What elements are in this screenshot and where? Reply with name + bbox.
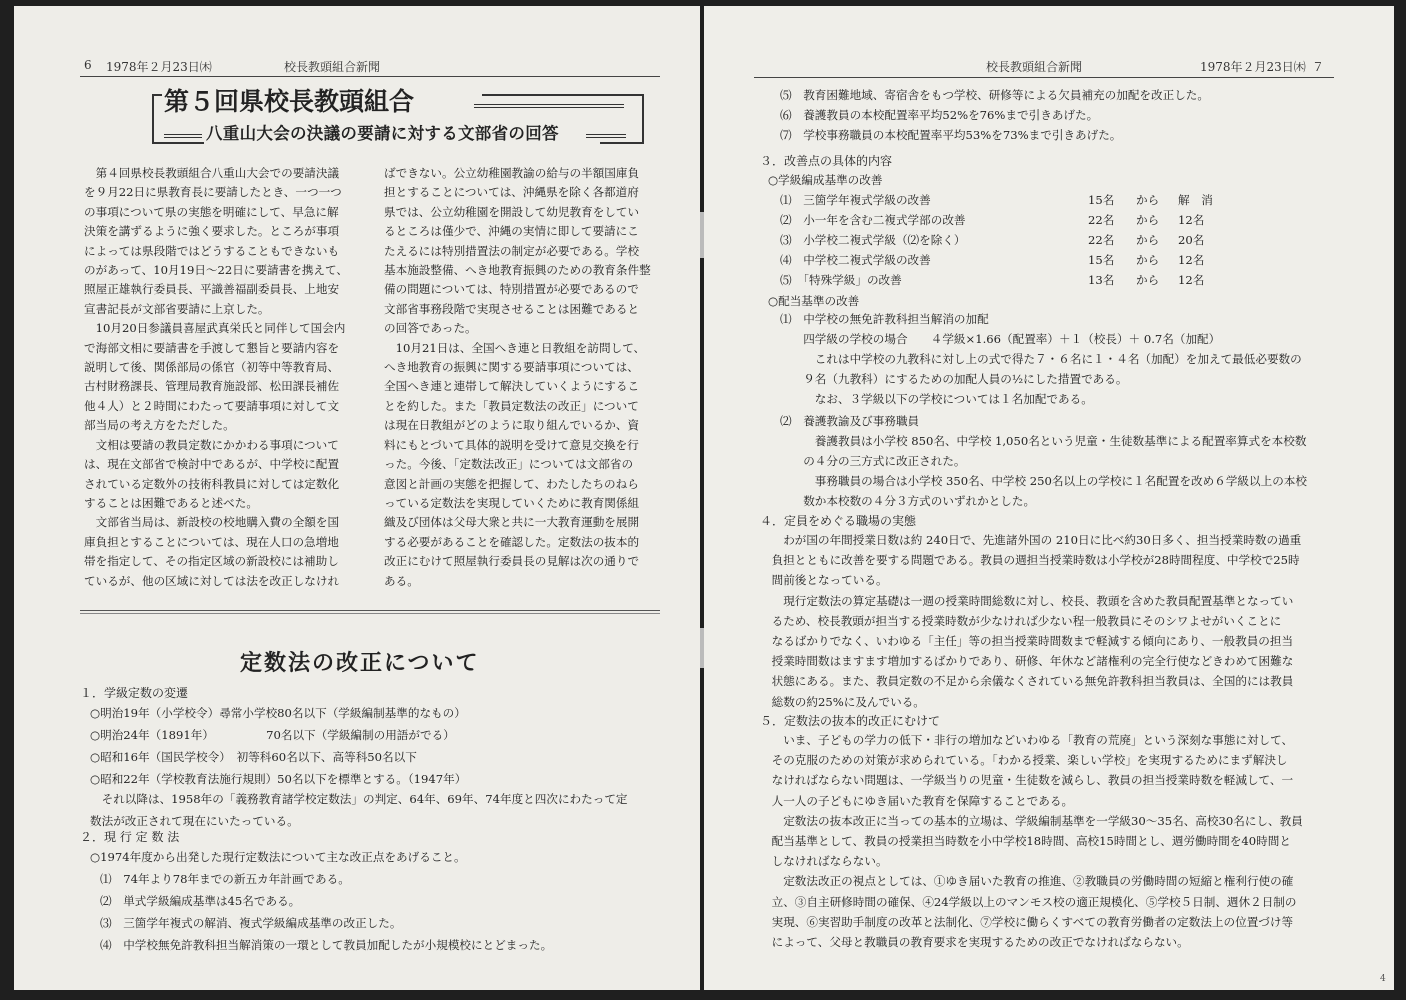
- table-cell-to: 20名: [1178, 233, 1205, 247]
- article-line: のがあって、10月19日～22日に要請書を携えて、: [84, 263, 348, 278]
- article-line: 文部省事務段階で実現させることは困難であると: [384, 301, 640, 316]
- list-item: ⑹ 養護教員の本校配置率平均52%を76%まで引きあげた。: [780, 108, 1099, 122]
- paragraph-line: 負担とともに改善を要する問題である。教員の週担当授業時数は小学校が28時間程度、中学校で25時: [760, 553, 1300, 568]
- paper-name-right: 校長教頭組合新聞: [986, 60, 1083, 74]
- table-row: [780, 252, 1220, 272]
- staple-bottom: [700, 628, 704, 668]
- article-line: へき地教育の振興に関する要請事項については、: [384, 360, 639, 375]
- allocation-item-1: [780, 309, 1302, 409]
- article-line: することは困難であると述べた。: [84, 495, 258, 510]
- section-2-list: [100, 868, 552, 956]
- paragraph-line: なければならない問題は、一学級当りの児童・生徒数を減らし、教員の担当授業時数を軽減して、一: [760, 773, 1294, 788]
- article-line: 庫負担とすることについては、現在人口の急増地: [84, 534, 339, 549]
- article-line: の回答であった。: [384, 321, 477, 336]
- table-row: [780, 192, 1220, 212]
- paragraph-line: 総数の約25%に及んでいる。: [760, 694, 925, 709]
- class-standard-table: [780, 192, 1220, 292]
- article-line: は現在日教組がどのように取り組んでいるか、資: [384, 418, 640, 433]
- section-1-list: [90, 702, 466, 790]
- list-item: ○昭和16年（国民学校令） 初等科60名以下、高等科50名以下: [90, 750, 417, 764]
- article-line: とを約した。また「教員定数法の改正」について: [384, 398, 639, 413]
- table-cell-label: ⑴ 三箇学年複式学級の改善: [780, 193, 931, 207]
- table-cell-kara: から: [1136, 253, 1160, 267]
- article-line: 備の問題については、特別措置が必要であるので: [384, 282, 639, 297]
- article-line: は、現在文部省で検討中であるが、中学校に配置: [84, 457, 340, 472]
- paragraph-line: いま、子どもの学力の低下・非行の増加などいわゆる「教育の荒廃」という深刻な事態に対して、: [760, 733, 1294, 747]
- paragraph-line: 授業時間数はますます増加するばかりであり、研修、年休など諸権利の完全行使などきわめて困難な: [760, 654, 1294, 669]
- article-line: 文部省当局は、新設校の校地購入費の全額を国: [84, 515, 340, 530]
- paragraph-line: 定数法の抜本改正に当っての基本的立場は、学級編制基準を一学級30～35名、高校30名にし、教員: [760, 813, 1303, 828]
- paragraph-line: 実現、⑥実習助手制度の改革と法制化、⑦学校に働らくすべての教育労働者の定数法上の位置づけ等: [760, 914, 1294, 929]
- note-line: 数法が改正されて現在にいたっている。: [90, 814, 299, 828]
- items-5-to-7: [780, 85, 1209, 145]
- paragraph-line: 間前後となっている。: [760, 573, 888, 588]
- class-standard-subheading: ○学級編成基準の改善: [768, 173, 883, 187]
- paragraph-line: によって、父母と教職員の教育要求を実現するための改正でなければならない。: [760, 935, 1189, 950]
- article-line: 部当局の考え方をただした。: [84, 418, 235, 433]
- paragraph-line: これは中学校の九教科に対し上の式で得た７・６名に１・４名（加配）を加えて最低必要数の: [780, 352, 1302, 366]
- article-line: った。今後、「定数法改正」については文部省の: [384, 457, 634, 472]
- allocation-item-2: [780, 411, 1307, 511]
- paragraph-line: ９名（九教科）にするための加配人員の½にした措置である。: [780, 372, 1128, 386]
- article-line: 担とすることについては、沖縄県を除く各都道府: [384, 185, 639, 200]
- paragraph-line: しなければならない。: [760, 854, 888, 869]
- article-line: を９月22日に県教育長に要請したとき、一つ一つ: [84, 185, 342, 200]
- article-line: 料にもとづいて具体的説明を受けて意見交換を行: [384, 437, 639, 452]
- table-cell-from: 22名: [1088, 233, 1115, 247]
- paragraph-line: るため、校長教頭が担当する授業時数が少なければ少ない程一般教員にそのシワよせがいくことに: [760, 613, 1282, 628]
- article-line: 決策を講ずるように強く要求した。ところが事項: [84, 224, 340, 239]
- table-cell-label: ⑵ 小一年を含む二複式学部の改善: [780, 213, 966, 227]
- paragraph-line: なお、３学級以下の学校については１名加配である。: [780, 392, 1093, 406]
- article-line: の事項について県の実態を明確にして、早急に解: [84, 204, 339, 219]
- section-2-intro: ○1974年度から出発した現行定数法について主な改正点をあげること。: [90, 850, 466, 864]
- article-line: する必要があることを確認した。定数法の抜本的: [384, 534, 640, 549]
- issue-date-right: 1978年２月23日㈭: [1200, 60, 1306, 74]
- headline: 第５回県校長教頭組合: [164, 87, 415, 116]
- article-line: るところは僅少で、沖縄の実情に即して要請にこ: [384, 224, 639, 239]
- table-row: [780, 272, 1220, 292]
- paragraph-line: わが国の年間授業日数は約 240日で、先進諸外国の 210日に比べ約30日多く、担当授業時数の過重: [760, 533, 1302, 547]
- page-number-left: 6: [84, 58, 92, 72]
- table-cell-kara: から: [1136, 193, 1160, 207]
- article-line: で海部文相に要請書を手渡して懇旨と要請内容を: [84, 340, 340, 355]
- table-cell-from: 15名: [1088, 253, 1115, 267]
- right-page: [704, 6, 1394, 990]
- paragraph-line: その克服のための対策が求められている。「わかる授業、楽しい学校」を実現するためにまず解決し: [760, 753, 1288, 768]
- table-cell-kara: から: [1136, 213, 1160, 227]
- table-row: [780, 232, 1220, 252]
- article-line: ある。: [384, 573, 419, 588]
- page-number-right: ７: [1312, 60, 1325, 74]
- subheadline: 八重山大会の決議の要請に対する文部省の回答: [206, 124, 559, 143]
- article-line: 10月21日は、全国へき連と日教組を訪問して、: [384, 340, 646, 355]
- section-4-body: [760, 530, 1301, 712]
- section-5-heading: ５．定数法の抜本的改正にむけて: [760, 714, 941, 728]
- paper-name-left: 校長教頭組合新聞: [284, 60, 381, 74]
- article-line: 古村財務課長、管理局教育施設部、松田課長補佐: [84, 379, 340, 394]
- article-line: 帯を指定して、その指定区域の新設校には補助し: [84, 554, 339, 569]
- list-item: ⑶ 三箇学年複式の解消、複式学級編成基準の改正した。: [100, 916, 402, 930]
- table-cell-kara: から: [1136, 273, 1160, 287]
- paragraph-line: 状態にある。また、教員定数の不足から余儀なくされている無免許教科担当教員は、全国的には教員: [760, 674, 1294, 689]
- list-item: ○明治19年（小学校令）尋常小学校80名以下（学級編制基準的なもの）: [90, 706, 466, 720]
- paragraph-line: 数か本校数の４分３方式のいずれかとした。: [780, 494, 1036, 508]
- paragraph-line: 事務職員の場合は小学校 350名、中学校 250名以上の学校に１名配置を改め６学級以上の本校: [780, 474, 1307, 488]
- table-cell-kara: から: [1136, 233, 1160, 247]
- paragraph-line: 立、③自主研修時間の確保、④24学級以上のマンモス校の適正規模化、⑤学校５日制、週休２日制の: [760, 894, 1297, 909]
- article-line: たえるには特別措置法の制定が必要である。学校: [384, 243, 640, 258]
- list-item: ⑵ 単式学級編成基準は45名である。: [100, 894, 301, 908]
- section-title: 定数法の改正について: [240, 651, 480, 676]
- paragraph-line: ⑵ 養護教諭及び事務職員: [780, 414, 920, 428]
- list-item: ○明治24年（1891年） 70名以下（学級編制の用語がでる）: [90, 728, 455, 742]
- article-line: 説明して後、関係部局の係官（初等中等教育局、: [84, 360, 340, 375]
- table-cell-label: ⑶ 小学校二複式学級（⑵を除く）: [780, 233, 966, 247]
- article-line: によっては県段階ではどうすることもできないも: [84, 243, 340, 258]
- article-line: 基本施設整備、へき地教育振興のための教育条件整: [384, 263, 651, 278]
- table-cell-to: 12名: [1178, 213, 1205, 227]
- article-line: 県では、公立幼稚園を開設して幼児教育をしてい: [384, 204, 640, 219]
- list-item: ⑷ 中学校無免許教科担当解消策の一環として教員加配したが小規模校にとどまった。: [100, 938, 553, 952]
- allocation-subheading: ○配当基準の改善: [768, 294, 860, 308]
- paragraph-line: 配当基準として、教員の授業担当時数を小中学校18時間、高校15時間とし、週労働時間を40時間と: [760, 834, 1291, 849]
- note-line: それ以降は、1958年の「義務教育諸学校定数法」の判定、64年、69年、74年度と四次にわたって定: [90, 792, 628, 806]
- staple-top: [700, 212, 704, 258]
- article-line: 10月20日参議員喜屋武真栄氏と同伴して国会内: [84, 321, 346, 336]
- table-cell-to: 12名: [1178, 273, 1205, 287]
- table-row: [780, 212, 1220, 232]
- paragraph-line: 養護教員は小学校 850名、中学校 1,050名という児童・生徒数基準による配置率算式を本校数: [780, 434, 1307, 448]
- article-line: 織及び団体は父母大衆と共に一大教育運動を展開: [384, 515, 640, 530]
- paragraph-line: の４分の三方式に改正された。: [780, 454, 966, 468]
- issue-date-left: 1978年２月23日㈭: [106, 60, 212, 74]
- section-3-heading: ３．改善点の具体的内容: [760, 154, 893, 168]
- article-column-1: [84, 164, 372, 591]
- paragraph-line: なるばかりでなく、いわゆる「主任」等の担当授業時間数まで軽減する傾向にあり、一般教員の担当: [760, 634, 1294, 649]
- paragraph-line: 四学級の学校の場合 ４学級×1.66（配置率）＋１（校長）＋ 0.7名（加配）: [780, 332, 1221, 346]
- list-item: ⑺ 学校事務職員の本校配置率平均53%を73%まで引きあげた。: [780, 128, 1122, 142]
- paragraph-line: ⑴ 中学校の無免許教科担当解消の加配: [780, 312, 989, 326]
- article-line: ばできない。公立幼稚園教諭の給与の半額国庫負: [384, 166, 640, 180]
- paragraph-line: 現行定数法の算定基礎は一週の授業時間総数に対し、校長、教頭を含めた教員配置基準となってい: [760, 593, 1294, 608]
- list-item: ⑸ 教育困難地域、寄宿舎をもつ学校、研修等による欠員補充の加配を改正した。: [780, 88, 1209, 102]
- table-cell-from: 22名: [1088, 213, 1115, 227]
- table-cell-from: 13名: [1088, 273, 1115, 287]
- article-line: 照屋正雄執行委員長、平識善福副委員長、上地安: [84, 282, 340, 297]
- header-rule-left: [80, 76, 660, 77]
- header-rule-right: [754, 77, 1334, 78]
- headline-ornament-left: [164, 134, 202, 138]
- article-line: 第４回県校長教頭組合八重山大会での要請決議: [84, 166, 340, 180]
- section-5-body: [760, 730, 1303, 952]
- left-page: [14, 6, 700, 990]
- section-2-heading: ２．現 行 定 数 法: [80, 830, 180, 844]
- paragraph-line: 人一人の子どもにゆき届いた教育を保障することである。: [760, 793, 1074, 808]
- article-line: 改正にむけて照屋執行委員長の見解は次の通りで: [384, 554, 640, 569]
- article-line: っている定数法を実現していくために教育関係組: [384, 495, 640, 510]
- list-item: ○昭和22年（学校教育法施行規則）50名以下を標準とする。（1947年）: [90, 772, 467, 786]
- headline-ornament-right: [474, 104, 624, 108]
- list-item: ⑴ 74年より78年までの新五カ年計画である。: [100, 872, 350, 886]
- table-cell-to: 12名: [1178, 253, 1205, 267]
- section-1-heading: １．学級定数の変遷: [80, 686, 189, 700]
- article-line: 文相は要請の教員定数にかかわる事項について: [84, 437, 339, 452]
- article-line: 全国へき連と連帯して解決していくようにするこ: [384, 379, 640, 394]
- corner-mark: 4: [1380, 974, 1386, 984]
- article-line: 意図と計画の実態を把握して、わたしたちのねら: [384, 476, 639, 491]
- article-column-2: [384, 164, 672, 591]
- table-cell-label: ⑸ 「特殊学級」の改善: [780, 273, 902, 287]
- table-cell-label: ⑷ 中学校二複式学級の改善: [780, 253, 931, 267]
- subheadline-ornament-right: [586, 134, 626, 138]
- section-4-heading: ４．定員をめぐる職場の実態: [760, 514, 917, 528]
- article-line: 宣書記長が文部省要請に上京した。: [84, 301, 270, 316]
- table-cell-from: 15名: [1088, 193, 1115, 207]
- section-1-note: [90, 788, 628, 832]
- article-line: ているが、他の区域に対しては法を改正しなけれ: [84, 573, 340, 588]
- article-line: 他４人）と２時間にわたって要請事項に対して文: [84, 398, 340, 413]
- paragraph-line: 定数法改正の視点としては、①ゆき届いた教育の推進、②教職員の労働時間の短縮と権利行使の確: [760, 874, 1294, 889]
- section-divider: [80, 610, 660, 611]
- article-line: されている定数外の技術科教員に対しては定数化: [84, 476, 340, 491]
- table-cell-to: 解 消: [1178, 193, 1213, 207]
